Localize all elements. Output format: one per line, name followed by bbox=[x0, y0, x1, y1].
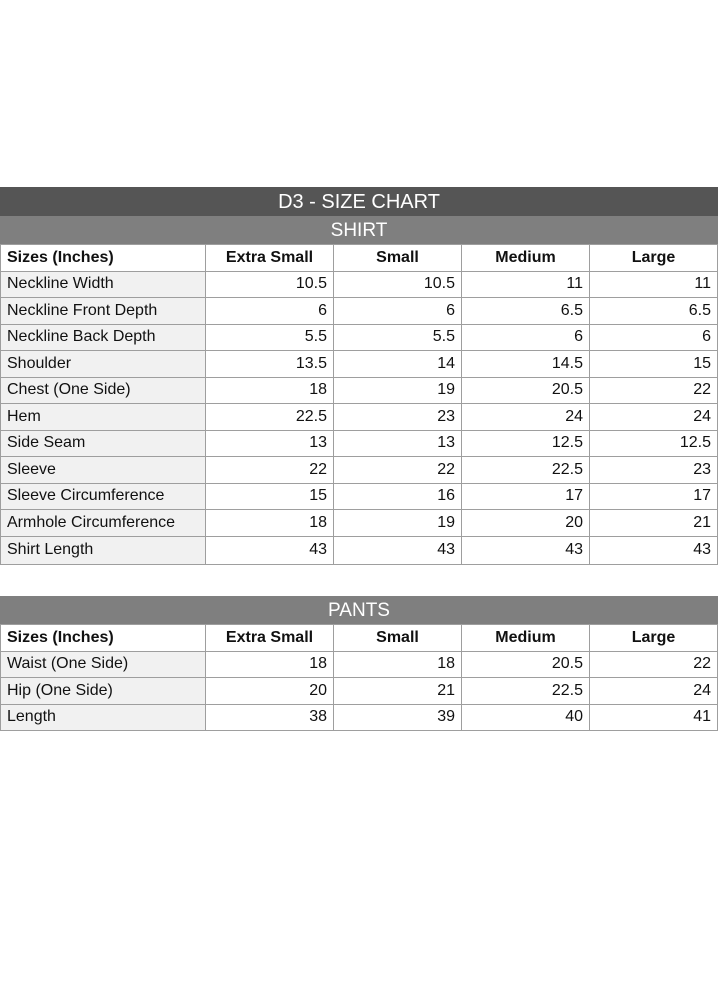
header-small: Small bbox=[334, 245, 462, 272]
value-cell: 18 bbox=[206, 510, 334, 537]
value-cell: 16 bbox=[334, 483, 462, 510]
row-label: Sleeve Circumference bbox=[1, 483, 206, 510]
row-label: Shirt Length bbox=[1, 536, 206, 564]
value-cell: 6 bbox=[334, 298, 462, 325]
value-cell: 18 bbox=[334, 651, 462, 678]
shirt-size-chart bbox=[0, 187, 718, 565]
row-label: Hip (One Side) bbox=[1, 678, 206, 705]
table-row bbox=[1, 351, 718, 378]
value-cell: 22.5 bbox=[462, 678, 590, 705]
row-label: Length bbox=[1, 704, 206, 731]
row-label: Side Seam bbox=[1, 430, 206, 457]
table-row bbox=[1, 483, 718, 510]
value-cell: 20 bbox=[462, 510, 590, 537]
value-cell: 14 bbox=[334, 351, 462, 378]
value-cell: 13 bbox=[206, 430, 334, 457]
table-row bbox=[1, 704, 718, 731]
header-medium: Medium bbox=[462, 625, 590, 652]
value-cell: 10.5 bbox=[334, 271, 462, 298]
value-cell: 23 bbox=[590, 457, 718, 484]
header-extra-small: Extra Small bbox=[206, 625, 334, 652]
value-cell: 38 bbox=[206, 704, 334, 731]
header-large: Large bbox=[590, 245, 718, 272]
value-cell: 22.5 bbox=[462, 457, 590, 484]
value-cell: 10.5 bbox=[206, 271, 334, 298]
value-cell: 43 bbox=[590, 536, 718, 564]
value-cell: 18 bbox=[206, 377, 334, 404]
value-cell: 15 bbox=[590, 351, 718, 378]
row-label: Hem bbox=[1, 404, 206, 431]
value-cell: 14.5 bbox=[462, 351, 590, 378]
value-cell: 22 bbox=[334, 457, 462, 484]
value-cell: 5.5 bbox=[334, 324, 462, 351]
value-cell: 13.5 bbox=[206, 351, 334, 378]
value-cell: 21 bbox=[590, 510, 718, 537]
value-cell: 12.5 bbox=[590, 430, 718, 457]
row-label: Neckline Width bbox=[1, 271, 206, 298]
table-row bbox=[1, 377, 718, 404]
value-cell: 17 bbox=[590, 483, 718, 510]
value-cell: 40 bbox=[462, 704, 590, 731]
value-cell: 24 bbox=[462, 404, 590, 431]
header-medium: Medium bbox=[462, 245, 590, 272]
value-cell: 13 bbox=[334, 430, 462, 457]
value-cell: 6.5 bbox=[590, 298, 718, 325]
value-cell: 20.5 bbox=[462, 651, 590, 678]
value-cell: 41 bbox=[590, 704, 718, 731]
row-label: Armhole Circumference bbox=[1, 510, 206, 537]
row-label: Chest (One Side) bbox=[1, 377, 206, 404]
row-label: Sleeve bbox=[1, 457, 206, 484]
pants-header-row bbox=[1, 625, 718, 652]
value-cell: 22 bbox=[590, 377, 718, 404]
table-row bbox=[1, 651, 718, 678]
value-cell: 22.5 bbox=[206, 404, 334, 431]
value-cell: 43 bbox=[462, 536, 590, 564]
value-cell: 6 bbox=[590, 324, 718, 351]
value-cell: 23 bbox=[334, 404, 462, 431]
row-label: Neckline Front Depth bbox=[1, 298, 206, 325]
table-row bbox=[1, 404, 718, 431]
header-large: Large bbox=[590, 625, 718, 652]
table-row bbox=[1, 536, 718, 564]
table-row bbox=[1, 510, 718, 537]
table-row bbox=[1, 430, 718, 457]
value-cell: 11 bbox=[590, 271, 718, 298]
value-cell: 5.5 bbox=[206, 324, 334, 351]
table-row bbox=[1, 271, 718, 298]
value-cell: 20 bbox=[206, 678, 334, 705]
shirt-section-title: SHIRT bbox=[0, 216, 718, 244]
table-row bbox=[1, 298, 718, 325]
value-cell: 6 bbox=[206, 298, 334, 325]
value-cell: 21 bbox=[334, 678, 462, 705]
chart-title: D3 - SIZE CHART bbox=[0, 187, 718, 216]
pants-size-table bbox=[0, 624, 718, 731]
shirt-header-row bbox=[1, 245, 718, 272]
value-cell: 15 bbox=[206, 483, 334, 510]
value-cell: 18 bbox=[206, 651, 334, 678]
value-cell: 6 bbox=[462, 324, 590, 351]
value-cell: 19 bbox=[334, 377, 462, 404]
table-row bbox=[1, 678, 718, 705]
header-extra-small: Extra Small bbox=[206, 245, 334, 272]
value-cell: 17 bbox=[462, 483, 590, 510]
value-cell: 20.5 bbox=[462, 377, 590, 404]
value-cell: 6.5 bbox=[462, 298, 590, 325]
row-label: Waist (One Side) bbox=[1, 651, 206, 678]
value-cell: 43 bbox=[334, 536, 462, 564]
value-cell: 12.5 bbox=[462, 430, 590, 457]
header-sizes: Sizes (Inches) bbox=[1, 625, 206, 652]
pants-size-chart bbox=[0, 596, 718, 731]
value-cell: 39 bbox=[334, 704, 462, 731]
header-small: Small bbox=[334, 625, 462, 652]
value-cell: 43 bbox=[206, 536, 334, 564]
row-label: Shoulder bbox=[1, 351, 206, 378]
value-cell: 19 bbox=[334, 510, 462, 537]
value-cell: 22 bbox=[206, 457, 334, 484]
pants-section-title: PANTS bbox=[0, 596, 718, 624]
value-cell: 22 bbox=[590, 651, 718, 678]
row-label: Neckline Back Depth bbox=[1, 324, 206, 351]
table-row bbox=[1, 324, 718, 351]
table-row bbox=[1, 457, 718, 484]
value-cell: 24 bbox=[590, 678, 718, 705]
header-sizes: Sizes (Inches) bbox=[1, 245, 206, 272]
shirt-size-table bbox=[0, 244, 718, 565]
value-cell: 24 bbox=[590, 404, 718, 431]
value-cell: 11 bbox=[462, 271, 590, 298]
